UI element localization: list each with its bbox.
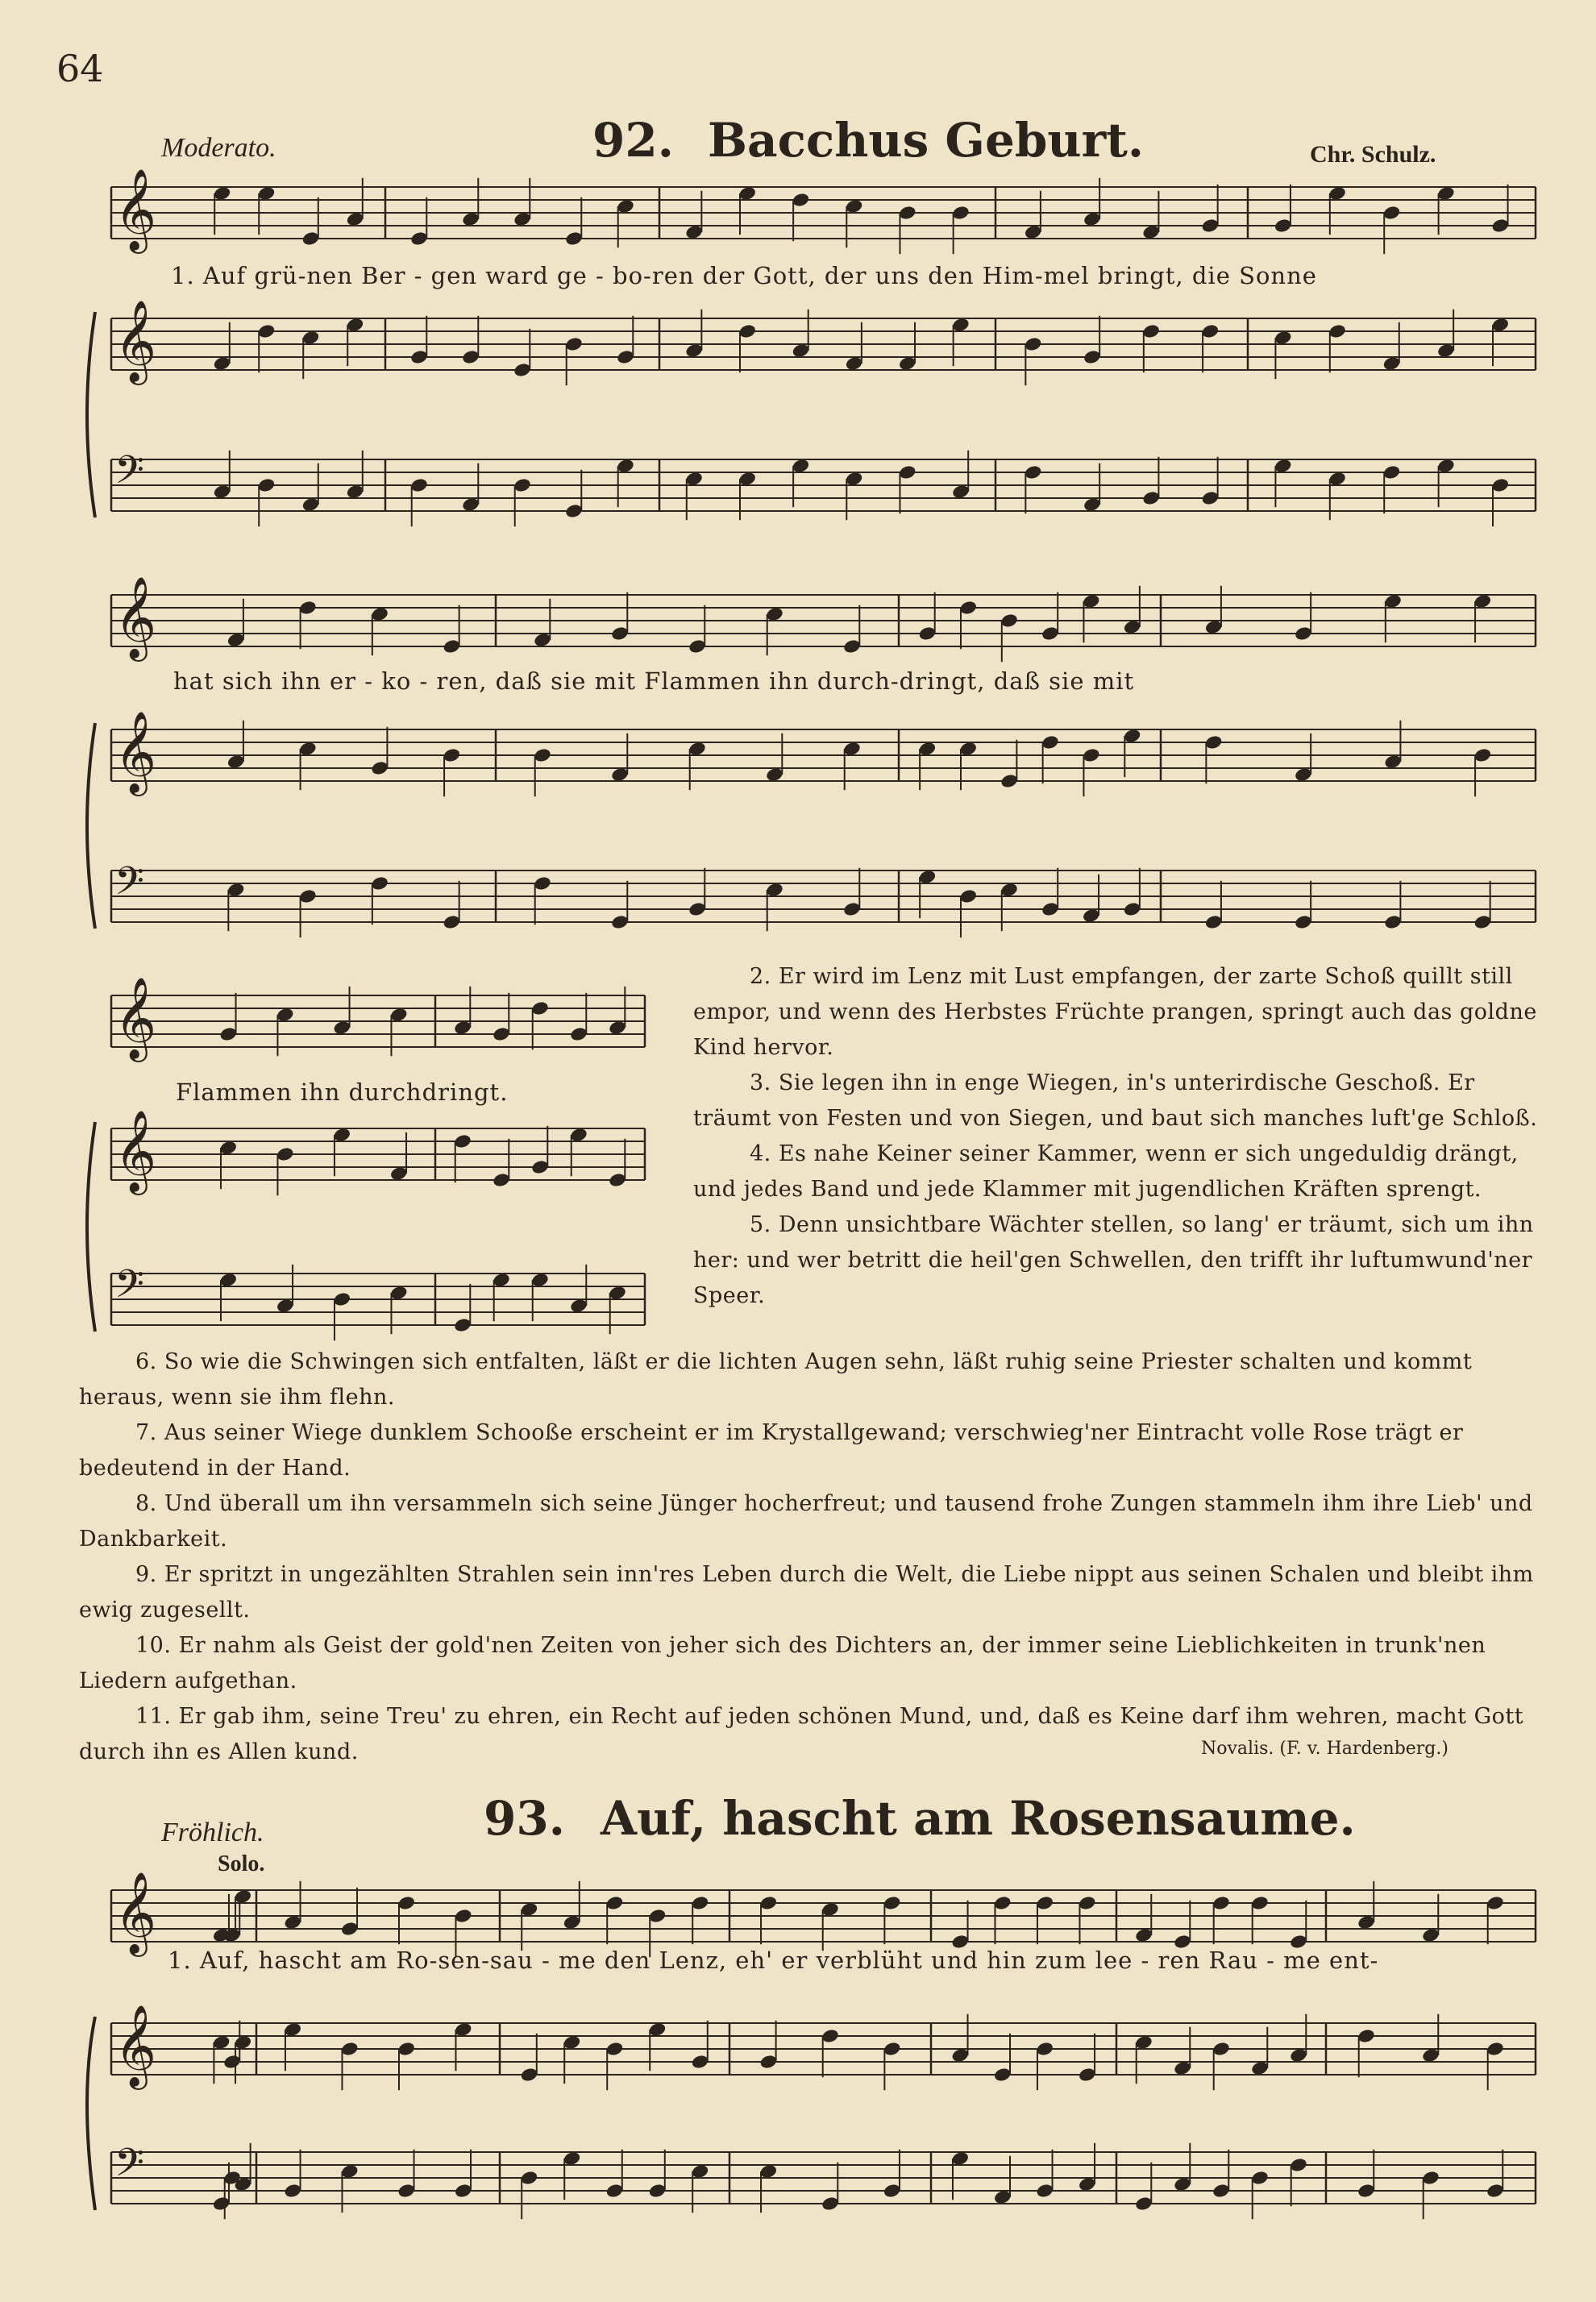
notehead — [1357, 2028, 1376, 2044]
notehead — [1486, 2041, 1505, 2057]
notehead — [1382, 464, 1402, 480]
notehead — [691, 1895, 710, 1911]
verse-9: 9. Er spritzt in ungezählten Strahlen sein inn'res Leben durch die Welt, die Liebe nippt aus seinen Schalen und bleibt ihm ewig zugesellt. — [79, 1562, 1534, 1623]
treble-clef: 𝄞 — [114, 1108, 157, 1192]
notehead — [648, 1908, 667, 1924]
notehead — [1328, 323, 1347, 339]
notehead — [1486, 1895, 1505, 1911]
notehead — [1141, 323, 1161, 339]
notehead — [397, 2183, 416, 2199]
notehead — [1289, 2157, 1308, 2173]
notehead — [883, 2041, 902, 2057]
notehead — [1212, 2041, 1231, 2057]
notehead — [1041, 901, 1060, 917]
notehead — [1000, 613, 1019, 629]
notehead — [993, 1895, 1012, 1911]
lyric-line-2: hat sich ihn er - ko - ren, daß sie mit Flammen ihn durch-dringt, daß sie mit — [173, 667, 1135, 695]
notehead — [691, 2054, 710, 2070]
notehead — [564, 503, 584, 519]
notehead — [443, 638, 462, 654]
notehead — [610, 625, 630, 642]
notehead — [533, 875, 552, 891]
notehead — [1204, 734, 1224, 750]
notehead — [738, 323, 757, 339]
notehead — [409, 477, 429, 493]
piano-brace — [87, 312, 95, 517]
notehead — [276, 1146, 295, 1162]
notehead — [1201, 490, 1220, 506]
notehead — [397, 1895, 416, 1911]
treble-clef: 𝄞 — [114, 975, 157, 1059]
notehead — [1491, 477, 1511, 493]
notehead — [1123, 901, 1142, 917]
notehead — [520, 2067, 539, 2083]
treble-clef: 𝄞 — [114, 1870, 157, 1954]
notehead — [1212, 1895, 1231, 1911]
notehead — [821, 2196, 840, 2212]
song-title: Bacchus Geburt. — [708, 113, 1145, 168]
page-number: 64 — [56, 47, 104, 90]
notehead — [898, 464, 917, 480]
notehead — [1421, 2170, 1440, 2186]
notehead — [1201, 323, 1220, 339]
notehead — [958, 888, 978, 904]
verse-7: 7. Aus seiner Wiege dunklem Schooße erscheint er im Krystallgewand; verschwieg'ner Eintracht volle Rose trägt er bedeutend in der Hand. — [79, 1420, 1464, 1481]
notehead — [605, 1895, 625, 1911]
verse-10: 10. Er nahm als Geist der gold'nen Zeiten von jeher sich des Dichters an, der immer seine Lieblichkeiten in trunk'nen Liedern aufgethan. — [79, 1633, 1486, 1693]
notehead — [454, 1908, 473, 1924]
tempo-marking-93: Fröhlich. — [161, 1818, 264, 1847]
notehead — [958, 600, 978, 616]
notehead — [298, 600, 318, 616]
notehead — [993, 2067, 1012, 2083]
notehead — [257, 477, 276, 493]
notehead — [340, 2041, 360, 2057]
notehead — [370, 760, 389, 776]
piano-brace — [87, 1122, 95, 1332]
notehead — [453, 1133, 472, 1149]
notehead — [1082, 747, 1101, 763]
notehead — [1078, 1895, 1097, 1911]
notehead — [842, 638, 862, 654]
verse-8: 8. Und überall um ihn versammeln sich seine Jünger hocherfreut; und tausend frohe Zungen stammeln ihm ihre Lieb' und Dankbarkeit. — [79, 1491, 1533, 1552]
notehead — [648, 2183, 667, 2199]
notehead — [564, 336, 584, 352]
notehead — [301, 231, 321, 247]
notehead — [443, 914, 462, 930]
bass-clef: 𝄢 — [114, 2140, 145, 2195]
notehead — [1382, 205, 1402, 221]
notehead — [222, 2054, 242, 2070]
verse-6: 6. So wie die Schwingen sich entfalten, läßt er die lichten Augen sehn, läßt ruhig seine Priester schalten und kommt heraus, wenn sie ihm flehn. — [79, 1349, 1473, 1410]
notehead — [688, 901, 707, 917]
notehead — [1294, 625, 1313, 642]
notehead — [1134, 2196, 1153, 2212]
notehead — [759, 1895, 779, 1911]
notehead — [212, 2196, 231, 2212]
verses-side — [693, 959, 1540, 1314]
notehead — [1212, 2183, 1231, 2199]
notehead — [461, 349, 480, 365]
notehead — [513, 362, 532, 378]
notehead — [1491, 218, 1511, 234]
notehead — [332, 1291, 351, 1307]
notehead — [257, 323, 276, 339]
notehead — [883, 2183, 902, 2199]
notehead — [792, 192, 811, 208]
notehead — [409, 349, 429, 365]
piano-brace — [87, 2017, 95, 2210]
treble-clef: 𝄞 — [114, 298, 157, 382]
notehead — [688, 638, 707, 654]
notehead — [1035, 2041, 1054, 2057]
notehead — [492, 1026, 511, 1042]
notehead — [1250, 2170, 1270, 2186]
notehead — [1041, 734, 1060, 750]
notehead — [1083, 349, 1102, 365]
notehead — [610, 914, 630, 930]
composer: Chr. Schulz. — [1310, 141, 1436, 168]
notehead — [1486, 2183, 1505, 2199]
notehead — [454, 2183, 473, 2199]
notehead — [569, 1026, 588, 1042]
notehead — [608, 1172, 627, 1188]
notehead — [443, 747, 462, 763]
bass-clef: 𝄢 — [114, 1261, 145, 1316]
notehead — [951, 205, 970, 221]
notehead — [218, 1026, 238, 1042]
notehead — [492, 1172, 511, 1188]
treble-clef: 𝄞 — [114, 575, 157, 659]
notehead — [1274, 218, 1293, 234]
notehead — [533, 747, 552, 763]
verse-3: 3. Sie legen ihn in enge Wiegen, in's unterirdische Geschoß. Er träumt von Festen und von Siegen, und baut sich manches luft'ge Schloß. — [693, 1070, 1538, 1131]
notehead — [513, 477, 532, 493]
lyric-line-1: 1. Auf grü-nen Ber - gen ward ge - bo-ren der Gott, der uns den Him-mel bringt, die Sonne — [171, 262, 1317, 289]
song-title-93: Auf, hascht am Rosensaume. — [601, 1791, 1356, 1846]
tempo-marking: Moderato. — [161, 133, 276, 163]
notehead — [1141, 490, 1161, 506]
bass-clef: 𝄢 — [114, 447, 145, 502]
bass-clef: 𝄢 — [114, 858, 145, 913]
notehead — [1473, 747, 1493, 763]
song-number-93: 93. — [484, 1791, 565, 1846]
notehead — [1201, 218, 1220, 234]
piano-brace — [87, 723, 95, 929]
notehead — [520, 2170, 539, 2186]
treble-clef: 𝄞 — [114, 2003, 157, 2087]
lyric-line-3: Flammen ihn durchdringt. — [176, 1078, 509, 1106]
notehead — [1024, 336, 1043, 352]
notehead — [1357, 2183, 1376, 2199]
notehead — [1078, 2067, 1097, 2083]
notehead — [1041, 625, 1060, 642]
notehead — [605, 2041, 625, 2057]
solo-marking: Solo. — [218, 1851, 265, 1876]
notehead — [1000, 773, 1019, 789]
notehead — [1024, 464, 1043, 480]
notehead — [340, 1921, 360, 1937]
notehead — [283, 2183, 302, 2199]
notehead — [616, 349, 635, 365]
author-credit: Novalis. (F. v. Hardenberg.) — [1201, 1739, 1448, 1759]
notehead — [1473, 914, 1493, 930]
verse-11: 11. Er gab ihm, seine Treu' zu ehren, ein Recht auf jeden schönen Mund, und, daß es Keine darf ihm wehren, macht Gott durch ihn es Allen kund. — [79, 1704, 1524, 1764]
notehead — [1294, 914, 1313, 930]
notehead — [409, 231, 429, 247]
notehead — [453, 1317, 472, 1333]
song-number: 92. — [592, 113, 674, 168]
notehead — [1035, 2183, 1054, 2199]
verse-4: 4. Es nahe Keiner seiner Kammer, wenn er sich ungeduldig drängt, und jedes Band und jede Klammer mit jugendlichen Kräften sprengt. — [693, 1141, 1519, 1202]
verse-2: 2. Er wird im Lenz mit Lust empfangen, der zarte Schoß quillt still empor, und wenn des Herbstes Früchte prangen, springt auch das goldne Kind hervor. — [693, 964, 1537, 1060]
lyric-line-93: 1. Auf, hascht am Ro-sen-sau - me den Lenz, eh' er verblüht und hin zum lee - ren Rau - me ent- — [168, 1947, 1379, 1974]
notehead — [759, 2054, 779, 2070]
verse-5: 5. Denn unsichtbare Wächter stellen, so lang' er träumt, sich um ihn her: und wer betritt die heil'gen Schwellen, den trifft ihr luftumwund'ner Speer. — [693, 1212, 1534, 1308]
notehead — [842, 901, 862, 917]
notehead — [298, 888, 318, 904]
treble-clef: 𝄞 — [114, 709, 157, 793]
notehead — [898, 205, 917, 221]
notehead — [605, 2183, 625, 2199]
notehead — [530, 1159, 550, 1175]
notehead — [530, 1000, 550, 1016]
notehead — [821, 2028, 840, 2044]
notehead — [918, 625, 937, 642]
notehead — [1035, 1895, 1054, 1911]
notehead — [397, 2041, 416, 2057]
notehead — [1250, 1895, 1270, 1911]
treble-clef: 𝄞 — [114, 167, 157, 251]
notehead — [564, 231, 584, 247]
notehead — [883, 1895, 902, 1911]
notehead — [1204, 914, 1224, 930]
verses-full — [79, 1344, 1546, 1770]
notehead — [1383, 914, 1403, 930]
notehead — [370, 875, 389, 891]
